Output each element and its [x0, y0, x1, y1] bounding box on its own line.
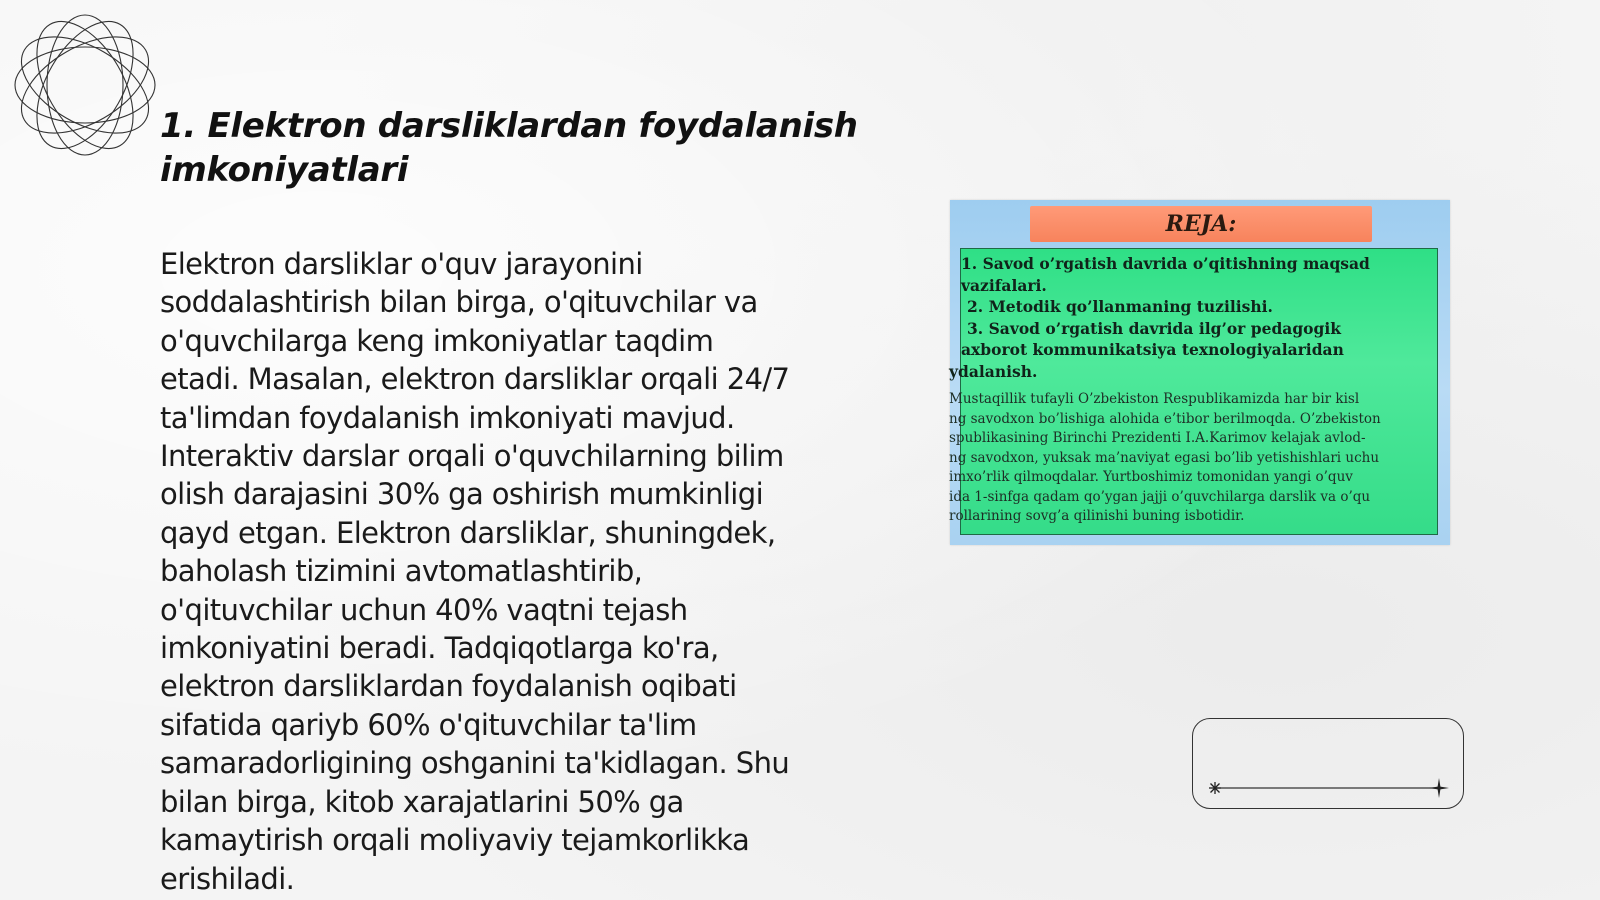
- reja-card: [949, 248, 1438, 535]
- paragraph-line: ida 1-sinfga qadam qo’ygan jajji o’quvchilarga darslik va o’qu: [949, 488, 1371, 505]
- body-line: soddalashtirish bilan birga, o'qituvchilar va: [160, 285, 758, 320]
- paragraph-line: ng savodxon bo’lishiga alohida e’tibor berilmoqda. O’zbekiston: [949, 410, 1381, 427]
- paragraph-line: ng savodxon, yuksak ma’naviyat egasi bo’lib yetishishlari uchu: [949, 449, 1380, 466]
- body-line: elektron darsliklardan foydalanish oqibati: [160, 669, 737, 704]
- starburst-icon: [1209, 782, 1221, 794]
- timeline-slider-icon: [1193, 719, 1465, 810]
- paragraph-line: imxo’rlik qilmoqdalar. Yurtboshimiz tomonidan yangi o’quv: [949, 469, 1353, 485]
- plan-item: vazifalari.: [961, 275, 1047, 295]
- body-line: o'quvchilarga keng imkoniyatlar taqdim: [160, 323, 714, 358]
- body-line: Interaktiv darslar orqali o'quvchilarning bilim: [160, 439, 784, 474]
- body-line: imkoniyatini beradi. Tadqiqotlarga ko'ra,: [160, 631, 719, 666]
- body-line: erishiladi.: [160, 861, 295, 896]
- plan-item: 1. Savod o’rgatish davrida o’qitishning maqsad: [961, 254, 1370, 273]
- body-line: sifatida qariyb 60% o'qituvchilar ta'lim: [160, 707, 697, 742]
- flower-petal: [17, 5, 153, 164]
- body-line: qayd etgan. Elektron darsliklar, shuningdek,: [160, 515, 776, 550]
- reja-plan-list: [949, 253, 1451, 382]
- plan-item: ydalanish.: [949, 361, 1038, 381]
- slide-title-line: imkoniyatlari: [160, 150, 409, 190]
- reja-paragraph: [949, 390, 1469, 527]
- plan-item: 3. Savod o’rgatish davrida ilg’or pedagogik: [967, 318, 1341, 338]
- reja-image: [950, 200, 1450, 545]
- flower-petal: [15, 47, 155, 123]
- body-line: bilan birga, kitob xarajatlarini 50% ga: [160, 784, 684, 819]
- body-line: ta'limdan foydalanish imkoniyati mavjud.: [160, 400, 735, 435]
- plan-item: axborot kommunikatsiya texnologiyalaridan: [961, 340, 1344, 359]
- body-line: o'qituvchilar uchun 40% vaqtni tejash: [160, 592, 688, 627]
- paragraph-line: spublikasining Birinchi Prezidenti I.A.Karimov kelajak avlod-: [949, 430, 1366, 446]
- slide-body-text: [160, 245, 850, 898]
- timeline-slider: [1192, 718, 1464, 809]
- sparkle-icon: [1429, 778, 1449, 798]
- body-line: baholash tizimini avtomatlashtirib,: [160, 554, 643, 589]
- body-line: etadi. Masalan, elektron darsliklar orqali 24/7: [160, 362, 790, 397]
- flower-petal: [47, 15, 123, 155]
- paragraph-line: rollarining sovg’a qilinishi buning isbotidir.: [949, 508, 1245, 524]
- plan-item: 2. Metodik qo’llanmaning tuzilishi.: [967, 297, 1273, 316]
- slide-title-line: 1. Elektron darsliklardan foydalanish: [160, 106, 858, 146]
- body-line: samaradorligining oshganini ta'kidlagan. Shu: [160, 746, 790, 781]
- slide-title: [160, 104, 860, 192]
- paragraph-line: Mustaqillik tufayli O’zbekiston Respublikamizda har bir kisl: [949, 391, 1360, 407]
- body-line: Elektron darsliklar o'quv jarayonini: [160, 247, 643, 281]
- body-line: olish darajasini 30% ga oshirish mumkinligi: [160, 477, 764, 512]
- body-line: kamaytirish orqali moliyaviy tejamkorlikka: [160, 823, 750, 858]
- spirograph-flower-icon: [10, 10, 160, 160]
- reja-heading: REJA:: [1030, 206, 1372, 242]
- flower-petal: [5, 17, 164, 153]
